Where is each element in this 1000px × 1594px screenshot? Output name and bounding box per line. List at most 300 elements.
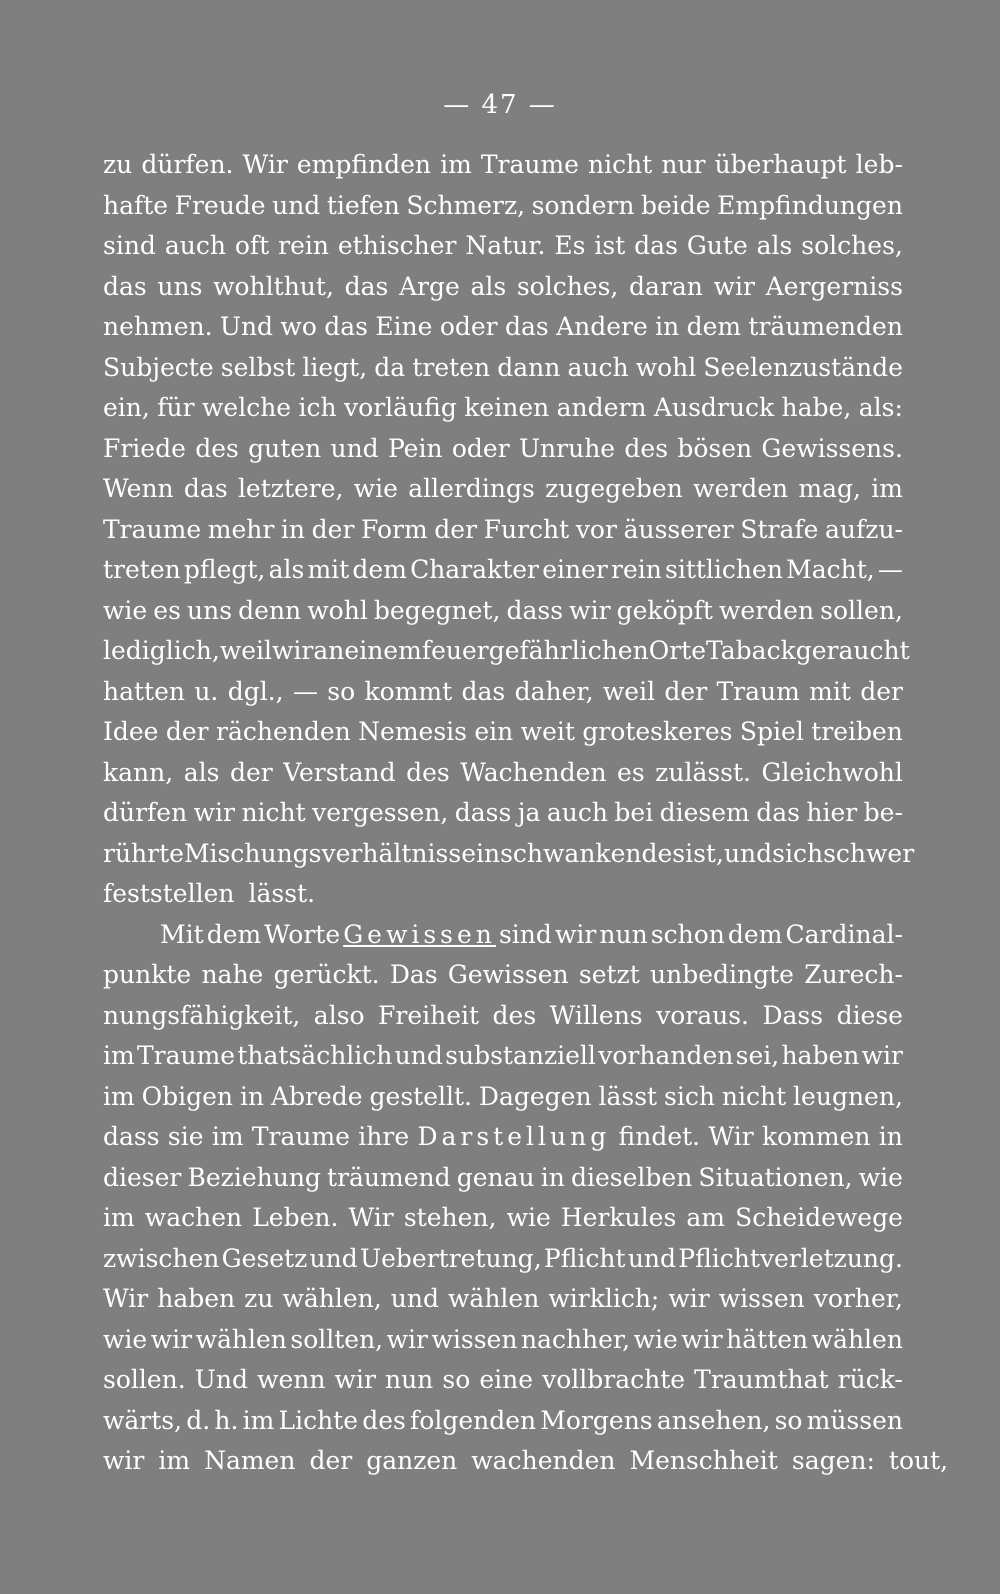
- word: wohl: [307, 595, 368, 625]
- word: ja: [517, 798, 541, 827]
- word: der: [309, 1446, 353, 1475]
- word: Wenn: [103, 474, 174, 503]
- word: setzt: [578, 960, 640, 989]
- word: der: [229, 757, 273, 787]
- word: dem: [206, 919, 262, 949]
- word: schon: [650, 919, 725, 949]
- word: wir: [386, 1324, 428, 1354]
- word: Namen: [204, 1446, 296, 1475]
- word: rein: [278, 231, 329, 260]
- word: Gewissen: [343, 919, 496, 949]
- word: des: [492, 1000, 537, 1030]
- word: ihre: [358, 1122, 410, 1151]
- body-text: [103, 145, 949, 1482]
- word: dieser: [103, 1162, 182, 1192]
- word: Zurech-: [804, 960, 903, 989]
- word: rück-: [837, 1365, 903, 1394]
- word: hatten: [103, 676, 185, 706]
- word: sollten,: [290, 1324, 384, 1354]
- word: wählen: [811, 1324, 903, 1354]
- word: Pflichtverletzung.: [678, 1243, 903, 1273]
- word: hätten: [726, 1324, 809, 1354]
- word: nun: [384, 1365, 434, 1394]
- word: geraucht: [795, 636, 910, 665]
- word: Worte: [264, 919, 341, 949]
- word: wir: [681, 1324, 723, 1354]
- text-line: [103, 1077, 903, 1118]
- word: stehen,: [403, 1203, 497, 1232]
- word: das: [324, 312, 368, 341]
- word: Cardinal-: [785, 919, 903, 949]
- word: im: [103, 1203, 135, 1232]
- word: leugnen,: [793, 1081, 903, 1111]
- word: vorhanden: [598, 1041, 734, 1070]
- word: Und: [194, 1365, 248, 1394]
- word: ganzen: [366, 1446, 458, 1475]
- word: weil: [219, 636, 273, 665]
- word: und: [309, 1243, 358, 1273]
- word: sittlichen: [665, 555, 783, 584]
- word: wie: [506, 1203, 551, 1232]
- word: Idee: [103, 717, 159, 746]
- word: wohlthut,: [213, 271, 334, 301]
- text-line: [103, 591, 903, 632]
- word: Strafe: [740, 514, 819, 544]
- word: das: [183, 474, 228, 503]
- word: und: [272, 190, 321, 220]
- word: ist,: [685, 838, 724, 868]
- word: oft: [234, 231, 270, 260]
- word: so: [774, 1405, 803, 1435]
- word: allerdings: [408, 474, 535, 503]
- word: Spiel: [739, 717, 804, 746]
- word: h.: [214, 1405, 239, 1435]
- word: ist: [594, 231, 626, 260]
- word: auch: [546, 798, 608, 827]
- word: sie: [167, 1122, 204, 1151]
- word: in: [540, 1162, 565, 1192]
- word: in: [655, 312, 680, 341]
- word: Leben.: [252, 1203, 339, 1232]
- word: zugegeben: [545, 474, 683, 503]
- text-line: [103, 1198, 903, 1239]
- word: das: [344, 271, 389, 301]
- word: zulässt.: [655, 757, 751, 787]
- word: daran: [629, 271, 703, 301]
- word: wir: [193, 798, 236, 827]
- word: substanziell: [445, 1041, 596, 1070]
- word: sich: [772, 838, 824, 868]
- word: Ausdruck: [653, 393, 775, 422]
- word: Macht,: [786, 555, 875, 584]
- word: nachher,: [520, 1324, 631, 1354]
- word: hier: [806, 798, 858, 827]
- word: vergessen,: [312, 798, 449, 827]
- word: wählen: [195, 1324, 287, 1354]
- text-line: [103, 186, 903, 227]
- word: wo: [280, 312, 317, 341]
- word: kann,: [103, 757, 174, 787]
- word: das: [756, 798, 800, 827]
- word: sind: [103, 231, 156, 260]
- text-line: [103, 1117, 903, 1158]
- text-line: [103, 307, 903, 348]
- word: einem: [344, 636, 422, 665]
- word: nun: [599, 919, 648, 949]
- text-line: [103, 793, 903, 834]
- word: nehmen.: [103, 312, 213, 341]
- word: —: [877, 555, 903, 584]
- word: Furcht: [483, 514, 570, 544]
- word: gerückt.: [273, 960, 380, 989]
- word: Pein: [387, 433, 443, 463]
- word: dem: [686, 312, 742, 341]
- word: es: [153, 595, 181, 625]
- word: Unruhe: [518, 433, 616, 463]
- word: als: [756, 231, 793, 260]
- word: ansehen,: [656, 1405, 771, 1435]
- word: wir: [334, 1365, 376, 1394]
- word: Uebertretung,: [360, 1243, 542, 1273]
- word: lässt: [598, 1081, 658, 1111]
- word: Menschheit: [629, 1446, 778, 1475]
- word: wirklich;: [548, 1284, 660, 1313]
- text-line: [103, 996, 903, 1037]
- text-line: [103, 145, 903, 186]
- page-number: — 47 —: [443, 90, 557, 120]
- word: Gewissen: [447, 960, 569, 989]
- word: nahe: [201, 960, 264, 989]
- word: im: [103, 1081, 135, 1111]
- word: Subjecte: [103, 352, 214, 382]
- word: wärts,: [103, 1405, 183, 1435]
- text-line: [103, 510, 903, 551]
- word: das: [634, 231, 678, 260]
- word: ich: [298, 393, 337, 422]
- word: geköpft: [616, 595, 713, 625]
- word: andern: [556, 393, 647, 422]
- word: Arge: [398, 271, 460, 301]
- text-line: [103, 1279, 903, 1320]
- word: bei: [614, 798, 654, 827]
- word: punkte: [103, 960, 192, 989]
- word: schwer: [823, 838, 915, 868]
- word: am: [686, 1203, 725, 1232]
- word: rächenden: [216, 717, 351, 746]
- word: dann: [497, 352, 561, 382]
- word: werden: [693, 474, 789, 503]
- word: ethischer: [337, 231, 457, 260]
- word: daher,: [514, 676, 594, 706]
- word: in: [239, 1081, 265, 1111]
- word: und: [627, 1243, 677, 1273]
- word: tout,: [888, 1446, 949, 1475]
- word: wählen: [448, 1284, 540, 1313]
- word: Es: [554, 231, 586, 260]
- word: Traum: [716, 676, 800, 706]
- word: und: [390, 1284, 439, 1313]
- word: Traume: [251, 1122, 350, 1151]
- word: im: [103, 1041, 135, 1070]
- word: lediglich,: [103, 636, 220, 665]
- word: Mit: [160, 919, 204, 949]
- word: vollbrachte: [542, 1365, 686, 1394]
- word: selbst: [220, 352, 296, 382]
- word: wir: [150, 1324, 193, 1354]
- word: ein,: [103, 393, 150, 422]
- word: bösen: [677, 433, 753, 463]
- word: Schmerz,: [406, 190, 526, 220]
- word: Freiheit: [378, 1000, 480, 1030]
- text-line: [103, 1158, 903, 1199]
- word: Seelenzustände: [703, 352, 903, 382]
- word: in: [280, 514, 306, 544]
- word: Gewissens.: [761, 433, 903, 463]
- word: keinen: [464, 393, 550, 422]
- word: vorher,: [813, 1284, 903, 1313]
- word: wir: [569, 595, 611, 625]
- word: dürfen: [103, 798, 188, 827]
- word: oder: [439, 312, 498, 341]
- word: habe,: [781, 393, 852, 422]
- word: be-: [863, 798, 903, 827]
- text-line: [103, 712, 903, 753]
- word: wie: [353, 474, 398, 503]
- word: zu: [103, 150, 133, 179]
- word: weil: [602, 676, 656, 706]
- word: Obigen: [141, 1081, 234, 1111]
- word: eine: [479, 1365, 534, 1394]
- word: wenn: [257, 1365, 326, 1394]
- word: ein: [461, 838, 501, 868]
- word: im: [158, 1446, 191, 1475]
- word: findet.: [618, 1122, 701, 1151]
- word: Wachenden: [460, 757, 607, 787]
- word: als:: [858, 393, 903, 422]
- word: überhaupt: [714, 150, 847, 179]
- word: Taback: [706, 636, 796, 665]
- word: groteskeres: [582, 717, 733, 746]
- word: solches,: [516, 271, 619, 301]
- word: sich: [664, 1081, 715, 1111]
- word: Lichte: [278, 1405, 359, 1435]
- word: sei,: [735, 1041, 780, 1070]
- word: mit: [809, 676, 851, 706]
- word: wie: [633, 1324, 678, 1354]
- word: Verstand: [283, 757, 396, 787]
- word: diese: [836, 1000, 903, 1030]
- word: wie: [103, 595, 148, 625]
- word: in: [878, 1122, 903, 1151]
- word: begegnet,: [373, 595, 501, 625]
- word: Dagegen: [478, 1081, 592, 1111]
- word: nungsfähigkeit,: [103, 1000, 301, 1030]
- text-line: [103, 1441, 949, 1482]
- word: —: [292, 676, 318, 706]
- word: beide: [640, 190, 711, 220]
- word: unbedingte: [650, 960, 794, 989]
- word: wohl: [635, 352, 697, 382]
- word: mehr: [207, 514, 275, 544]
- word: wie: [858, 1162, 903, 1192]
- text-line: [103, 550, 903, 591]
- word: tiefen: [326, 190, 400, 220]
- text-line: [103, 753, 903, 794]
- word: Form: [361, 514, 428, 544]
- word: wir: [861, 1041, 903, 1070]
- word: welche: [202, 393, 292, 422]
- word: Friede: [103, 433, 186, 463]
- word: der: [434, 514, 478, 544]
- word: hafte: [103, 190, 169, 220]
- word: thatsächlich: [237, 1041, 393, 1070]
- word: sagen:: [791, 1446, 875, 1475]
- word: so: [442, 1365, 471, 1394]
- word: im: [440, 150, 472, 179]
- word: als: [470, 271, 507, 301]
- word: Nemesis: [358, 717, 467, 746]
- text-line: [103, 1401, 903, 1442]
- word: wachen: [144, 1203, 243, 1232]
- word: äusserer: [623, 514, 734, 544]
- word: Morgens: [540, 1405, 653, 1435]
- word: Charakter: [410, 555, 540, 584]
- word: träumenden: [748, 312, 903, 341]
- word: der: [165, 717, 209, 746]
- word: träumend: [327, 1162, 451, 1192]
- word: kommt: [364, 676, 453, 706]
- word: schwankendes: [500, 838, 686, 868]
- word: im: [211, 1122, 244, 1151]
- word: haben: [781, 1041, 860, 1070]
- word: ein: [474, 717, 514, 746]
- word: treten: [103, 555, 181, 584]
- word: des: [195, 433, 239, 463]
- text-line: [103, 267, 903, 308]
- word: dürfen.: [141, 150, 234, 179]
- word: so: [327, 676, 356, 706]
- word: wissen: [431, 1324, 518, 1354]
- word: das: [103, 271, 147, 301]
- word: vorläufig: [344, 393, 457, 422]
- word: einer: [542, 555, 608, 584]
- text-line: [103, 834, 915, 875]
- word: Eine: [375, 312, 433, 341]
- word: dgl.,: [227, 676, 284, 706]
- text-line: [103, 1360, 903, 1401]
- word: und: [723, 838, 773, 868]
- word: mit: [307, 555, 350, 584]
- word: wählen,: [282, 1284, 382, 1313]
- word: genau: [456, 1162, 535, 1192]
- text-line: [103, 226, 903, 267]
- word: auch: [164, 231, 226, 260]
- word: wachenden: [471, 1446, 616, 1475]
- word: uns: [187, 595, 233, 625]
- word: der: [664, 676, 708, 706]
- word: sind: [498, 919, 552, 949]
- word: sondern: [531, 190, 635, 220]
- word: weit: [520, 717, 575, 746]
- word: also: [313, 1000, 365, 1030]
- word: guten: [248, 433, 322, 463]
- word: der: [311, 514, 355, 544]
- word: Gesetz: [221, 1243, 308, 1273]
- word: Gute: [686, 231, 748, 260]
- word: Wir: [242, 150, 288, 179]
- word: nicht: [721, 1081, 787, 1111]
- word: Traume: [103, 514, 202, 544]
- text-line: [103, 631, 910, 672]
- word: Wir: [103, 1284, 149, 1313]
- word: Aergerniss: [765, 271, 903, 301]
- word: treten: [412, 352, 491, 382]
- word: Freude: [174, 190, 266, 220]
- word: und: [394, 1041, 443, 1070]
- word: rührte: [103, 838, 184, 868]
- word: rein: [611, 555, 662, 584]
- word: des: [624, 433, 669, 463]
- word: Und: [219, 312, 274, 341]
- text-line: [103, 672, 903, 713]
- word: und: [330, 433, 379, 463]
- word: das: [504, 312, 549, 341]
- word: wir: [713, 271, 755, 301]
- word: Traumthat: [694, 1365, 829, 1394]
- word: Traume: [480, 150, 579, 179]
- word: Willens: [549, 1000, 643, 1030]
- word: Scheidewege: [735, 1203, 903, 1232]
- text-line: [103, 469, 903, 510]
- word: müssen: [806, 1405, 903, 1435]
- word: dem: [727, 919, 783, 949]
- text-line: [103, 1036, 903, 1077]
- text-line: [103, 874, 903, 915]
- word: Natur.: [465, 231, 546, 260]
- word: gestellt.: [369, 1081, 472, 1111]
- word: haben: [157, 1284, 236, 1313]
- word: im: [242, 1405, 275, 1435]
- word: des: [362, 1405, 406, 1435]
- word: zu: [244, 1284, 274, 1313]
- word: leb-: [855, 150, 903, 179]
- word: wir: [103, 1446, 145, 1475]
- word: es: [617, 757, 645, 787]
- word: als: [183, 757, 220, 787]
- word: Traume: [136, 1041, 236, 1070]
- text-line: [103, 348, 903, 389]
- word: Wir: [708, 1122, 754, 1151]
- word: dieselben: [570, 1162, 693, 1192]
- word: im: [871, 474, 903, 503]
- word: empfinden: [296, 150, 432, 179]
- word: als: [268, 555, 305, 584]
- word: wir: [272, 636, 314, 665]
- word: Mischungsverhältniss: [183, 838, 462, 868]
- text-line: [103, 1320, 903, 1361]
- word: nicht: [241, 798, 306, 827]
- word: denn: [238, 595, 302, 625]
- word: oder: [451, 433, 510, 463]
- word: lässt.: [248, 879, 316, 908]
- text-line: [103, 1239, 903, 1280]
- word: nur: [661, 150, 706, 179]
- text-line: [103, 915, 903, 956]
- word: wir: [668, 1284, 710, 1313]
- word: dass: [103, 1122, 160, 1151]
- word: dem: [352, 555, 407, 584]
- word: kommen: [761, 1122, 871, 1151]
